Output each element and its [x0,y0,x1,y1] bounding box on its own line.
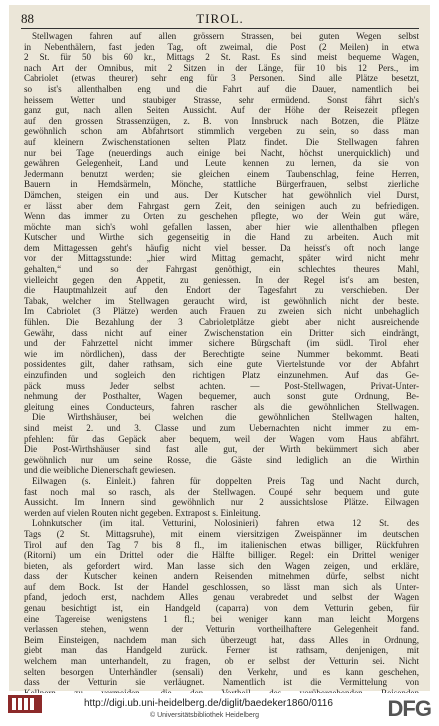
text-line: fast noch mal so rasch, als der Stellwagen. Coupé sehr bequem und gute [24,486,419,497]
text-line: nur bei Tage (neuerdings auch einige bei Nacht, höchst unerquicklich) und [24,147,419,158]
source-link[interactable]: http://digi.ub.uni-heidelberg.de/diglit/baedeker1860/0116 [84,698,333,709]
text-line: einzufinden und sogleich den richtigen Platz einzunehmen. Auf das Ge- [24,370,419,380]
text-line: gehalten,“ und so der Fahrgast genöthigt, ein schlechtes theures Mahl, [24,264,419,275]
text-line: Cabriolet (etwas theurer) sehr eng für 3 Personen. Sind alle Plätze besetzt, [24,73,419,84]
text-line: bieten, als gefordert wird. Man lasse sich den Wagen zeigen, und erkläre, [24,560,419,571]
text-line: pfand, jedoch erst, nachdem Alles genau verabredet und selbst der Wagen [24,592,419,603]
footer [0,693,439,726]
text-line: Im Cabriolet (3 Plätze) werden auch Frauen zu zweien sich nicht unbehaglich [24,306,419,317]
text-line: Jedermann benutzt werden; sie gleichen einem Taubenschlag, feine Herren, [24,168,419,179]
text-line: in Nebenthälern, fast jeden Tag, oft zweimal, die Post (2 Meilen) in etwa [24,41,419,52]
text-line: heissem Wetter und staubiger Strasse, sehr ermüdend. Sonst fährt sich's [24,94,419,105]
text-line: gleitung eines Conducteurs, fahren rascher als die gewöhnlichen Stellwagen. [24,401,419,412]
text-line: Beim Einsteigen, nachdem man sich überzeugt hat, dass Alles in Ordnung, [24,634,419,645]
text-line: welchem man unterhandelt, zu fragen, ob er selbst der Vetturin sei. Nicht [24,656,419,667]
text-line: vielleicht gegen den Appetit, zu geniessen. In der Regel ist's am besten, [24,274,419,285]
page-title: TIROL. [196,11,244,26]
text-line: auf kleinern Zwischenstationen selten Platz findet. Die Stellwagen fahren [24,136,419,147]
text-line: nach Art der Omnibus, mit 2 Sitzen in der Länge, für 10 bis 12 Pers., im [24,62,419,73]
page-number: 88 [21,11,34,26]
text-line: Eilwagen (s. Einleit.) fahren für doppelten Preis Tag und Nacht durch, [32,475,419,486]
text-line: vor der Mittagsstunde: „hier wird Mittag gemacht, später wird nicht mehr [24,253,419,264]
text-line: 2 St. für 50 bis 60 kr., Mittags 2 St. Rast. Es sind meist bequeme Wagen, [24,52,419,63]
text-line: nehmung der Posthalter, Wagen bequemer, auch sonst gute Ordnung, Be- [24,391,419,402]
text-line: Bauern in Hemdsärmeln, Mönche, stattliche Bürgerfrauen, selbst zierliche [24,179,419,190]
text-line: selten besorgen Unterhändler (sensali) den Verkehr, und es kann geschehen, [24,666,419,677]
text-line: ganz gut, nach allen Seiten Aussicht. Auf der Höhe der Reisezeit pflegen [24,105,419,116]
text-line: fühlen. Die Bezahlung der 3 Cabrioletplätze giebt aber nicht ausreichende [24,317,419,328]
copyright-text: © Universitätsbibliothek Heidelberg [150,712,260,719]
text-line: möchte man sich's wohl gefallen lassen, aber hier wie allenthalben pflegen [24,221,419,232]
text-line: Tirol auf den Tag 7 bis 8 fl., im italienischen etwas billiger, Rückfuhren [24,539,419,550]
body-text [24,31,419,698]
text-line: Die Post-Wirthshäuser sind fast alle gut, der Wirth bekümmert sich aber [24,444,419,455]
text-line: und die weibliche Dienerschaft gewiesen. [24,465,176,476]
text-line: dass der Kutscher keinen andern Reisenden mitnehmen dürfe, selbst nicht [24,571,419,582]
text-line: pfehlen: für das Gepäck aber bequem, weil der Wagen vom Haus abfährt. [24,433,419,444]
text-line: Die Wirthshäuser, bei welchen die gewöhnlichen Stellwagen halten, [32,412,419,423]
text-line: gewähren Gelegenheit, Land und Leute kennen zu lernen, da sie von [24,158,419,169]
text-line: Wenn das immer zu Orten zu geschehen pflegte, wo der Wein gut wäre, [24,211,419,222]
text-line: Gewähr, dass nicht auf einer Zwischenstation ein Dritter sich eindrängt, [24,327,419,338]
text-line: er lässt aber dem Fahrgast gern Zeit, den seinigen auch zu befriedigen. [24,200,419,211]
text-line: Kutscher und Wirthe sich gegenseitig in die Hand zu arbeiten. Auch mit [24,232,419,243]
text-line: Tags (2 St. Mittagsruhe), mit einem viersitzigen Zweispänner im deutschen [24,528,419,539]
text-line: Lohnkutscher (im ital. Vetturini, Nolosinieri) fahren etwa 12 St. des [32,518,419,529]
text-line: päck muss Jeder selbst achten. — Post-Stellwagen, Privat-Unter- [24,380,419,391]
text-line: werden auf vielen Routen nicht gegeben. Extrapost s. Einleitung. [24,507,261,518]
text-line: und der Fahrzettel nicht immer sichere Bürgschaft (im südl. Tirol eher [24,338,419,349]
text-line: Stellwagen fahren auf allen grössern Strassen, bei guten Wegen selbst [32,31,419,41]
text-line: dass der Vetturin sie verläugnet. Namentlich ist die Vermittelung von [24,677,419,688]
text-line: die Hauptmahlzeit auf den Endort der Tagesfahrt zu verschieben. Der [24,285,419,296]
text-line: possidentes gilt, daher rathsam, sich eine gute Viertelstunde vor der Abfahrt [24,359,419,370]
university-library-logo-icon [8,695,42,723]
text-line: Dämchen, steigen ein und aus. Der Kutscher hat gewöhnlich viel Durst, [24,189,419,200]
page-header [21,11,419,27]
text-line: verlassen stehen, wenn der Vetturin vortheilhaftere Gelegenheit fand. [24,624,419,635]
text-line: Aussicht. Im Innern sind gewöhnlich nur 2 aussichtslose Plätze. Eilwagen [24,497,419,508]
text-line: eine Tagereise wenigstens 1 fl.; bei weniger kann man leicht Morgens [24,613,419,624]
text-line: giebt man das Handgeld zurück. Ferner ist rathsam, denjenigen, mit [24,645,419,656]
text-line: wie im nördlichen), dass der Berechtigte seine Nummer bekommt. Beati [24,348,419,359]
text-line: genau besichtigt ist, ein Handgeld (caparra) von dem Vetturin geben, für [24,603,419,614]
text-line: auf den grossen Strassenzügen, z. B. von Innsbruck nach Botzen, die Plätze [24,115,419,126]
text-line: gewöhnlich schon am Abfahrtsort stimmlich vergeben zu sein, so dass man [24,126,419,137]
header-rule [21,28,419,29]
text-line: (Ritorni) um ein Drittel oder die Hälfte billiger. Regel: ein Drittel weniger [24,550,419,561]
dfg-logo: DFG [387,696,431,721]
text-line: dem Mittagessen geht's häufig nicht viel besser. Da heisst's oft noch lange [24,242,419,253]
text-line: Tabak, welcher im Stellwagen geraucht wird, ist gewöhnlich nicht der beste. [24,295,419,306]
text-line: auf dem Bock. Ist der Handel geschlossen, so lässt man sich als Unter- [24,581,419,592]
text-line: sind meist 2. und 3. Classe und zum Uebernachten nicht immer zu em- [24,422,419,433]
text-line: so ist's allenthalben eng und die Fahrt auf die Dauer, namentlich bei [24,83,419,94]
text-line: gewöhnlich nur um seine Rosse, die Gäste sind lediglich an die Wirthin [24,454,419,465]
